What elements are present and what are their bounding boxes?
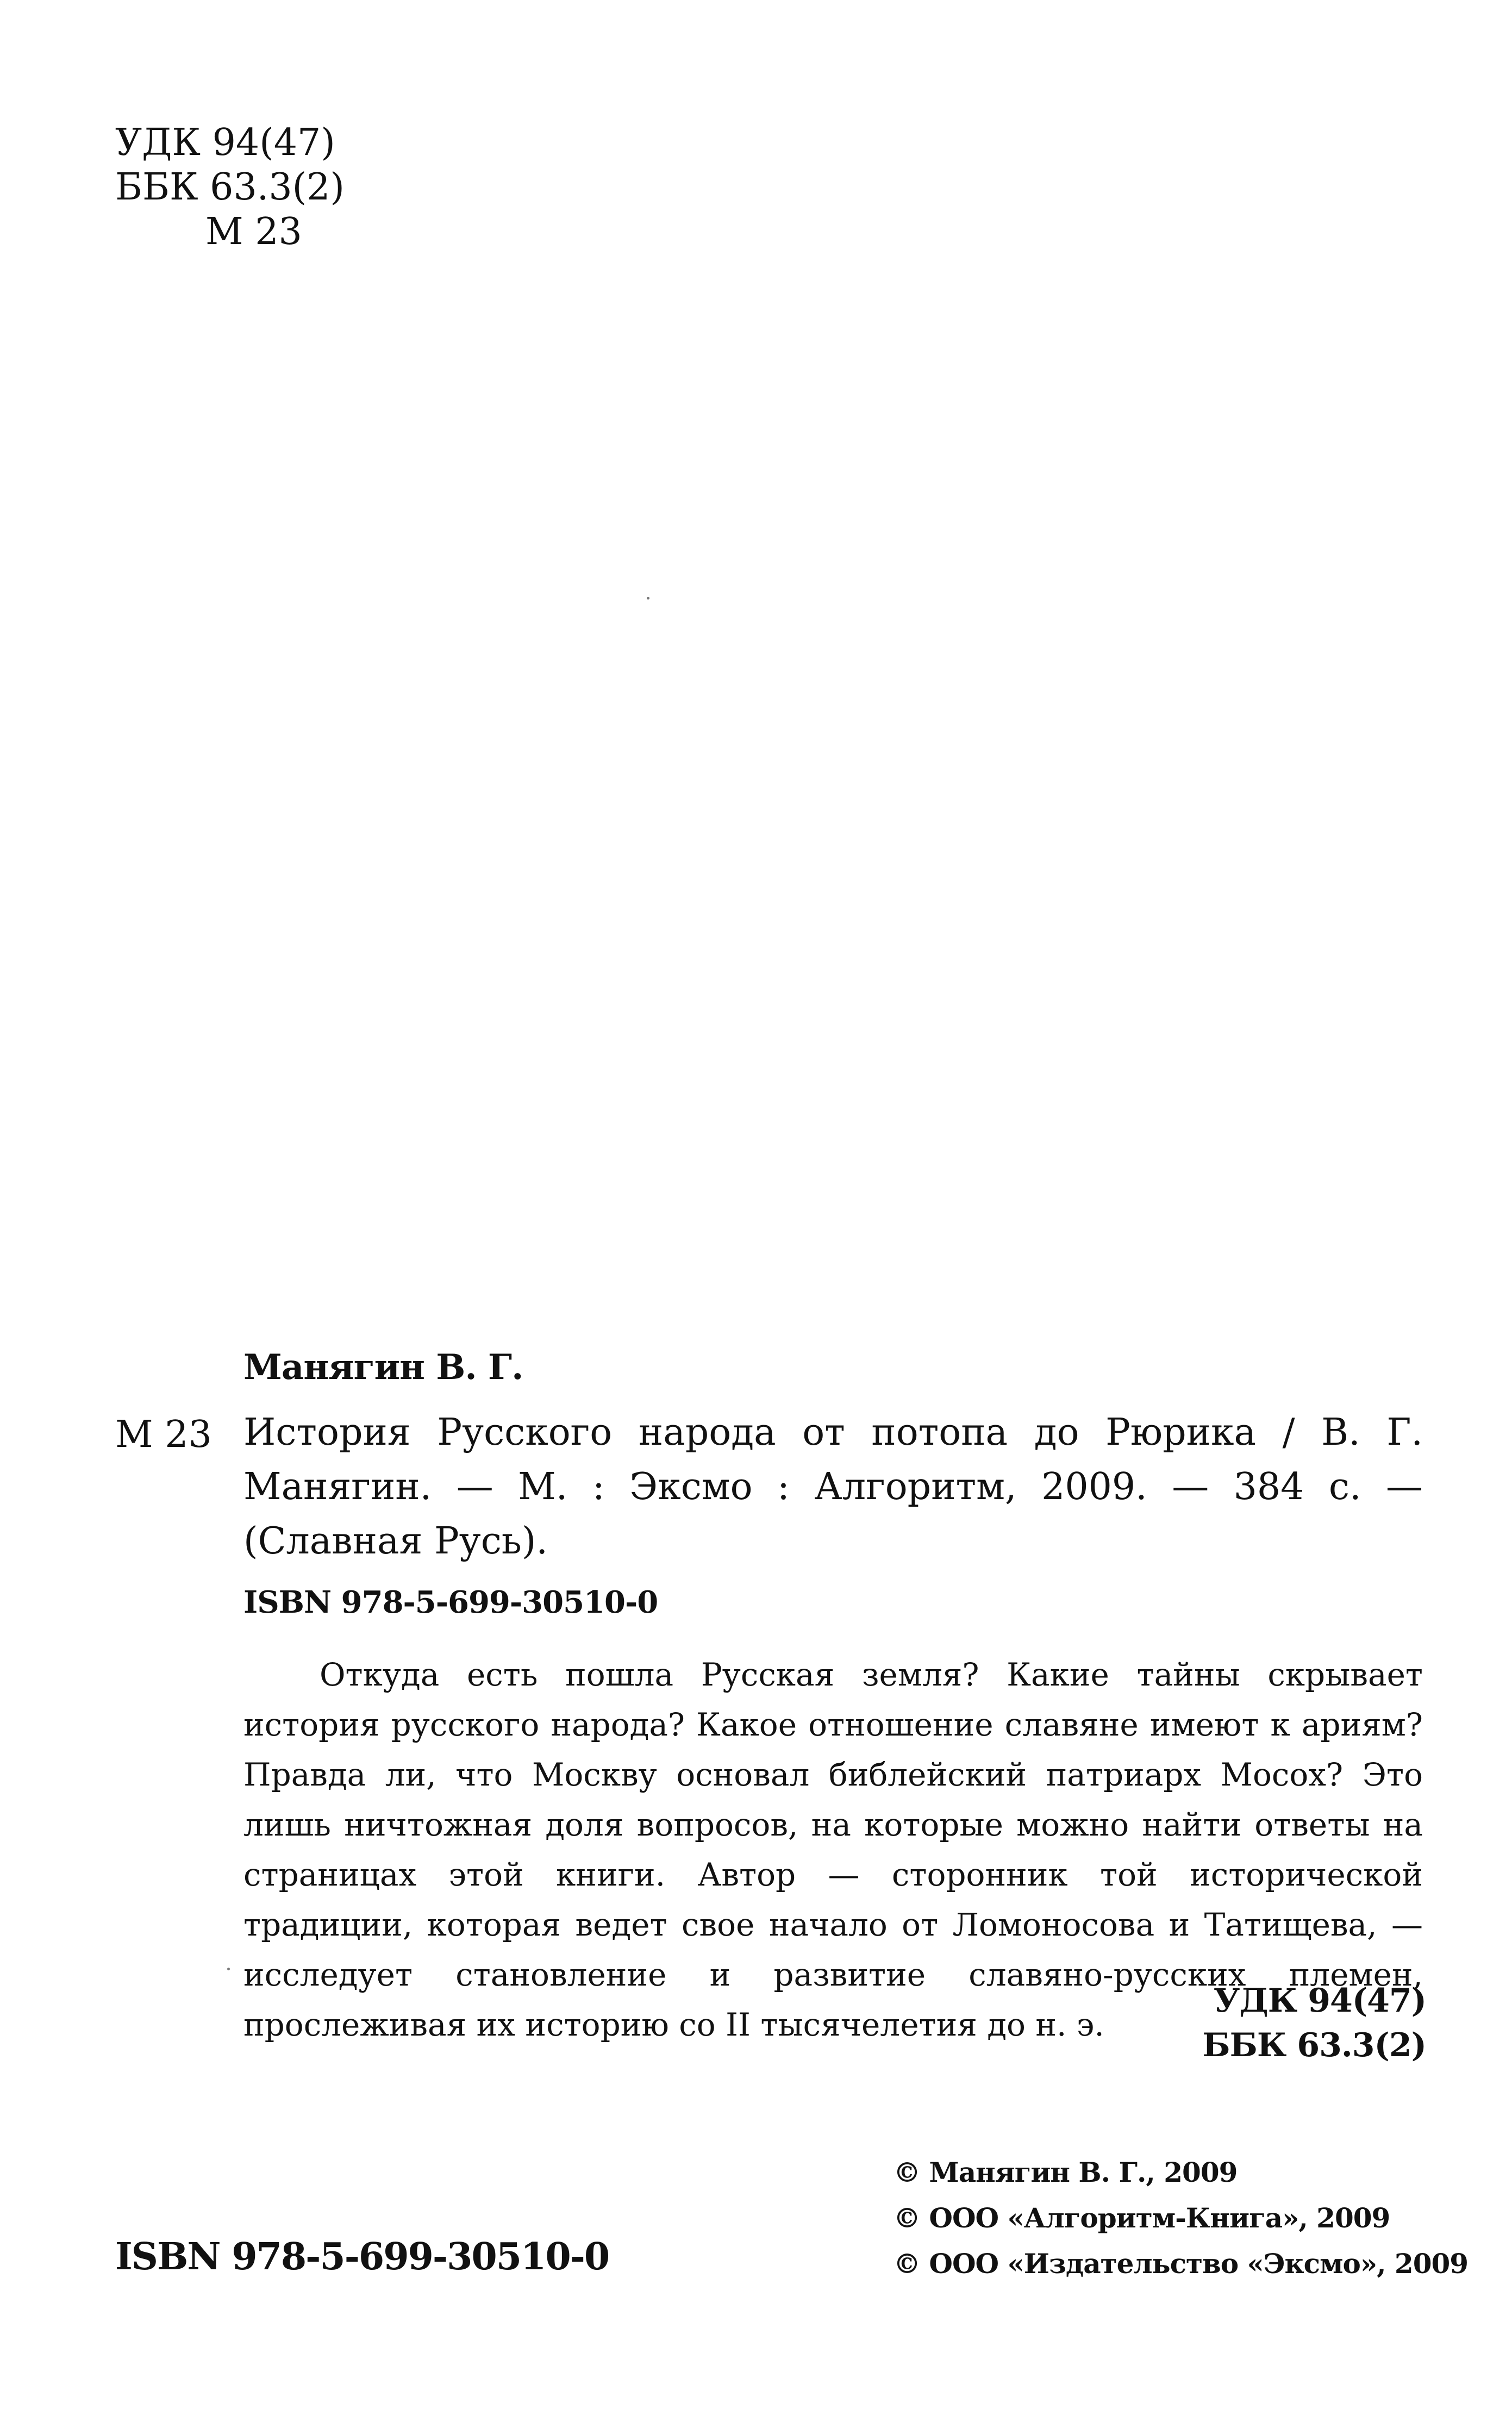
bbk-code-top: ББК 63.3(2): [115, 166, 345, 209]
udk-code-bottom: УДК 94(47): [1213, 1982, 1426, 2020]
udk-code-top: УДК 94(47): [115, 121, 335, 164]
isbn-footer: ISBN 978-5-699-30510-0: [115, 2235, 609, 2279]
annotation: Откуда есть пошла Русская земля? Какие тайны скрывает история русского народа? Какое отношение славяне имеют к ариям? Правда ли, что Москву основал библейский патриарх Мосох? Это лишь ничтожная доля вопросов, на которые можно найти ответы на страницах этой книги. Автор — сторонник той исторической традиции, которая ведет свое начало от Ломоносова и Татищева, — исследует становление и развитие славяно-русских племен, прослеживая их историю со II тысячелетия до н. э.: [243, 1656, 1423, 2043]
copyright-eksmo: © ООО «Издательство «Эксмо», 2009: [894, 2248, 1469, 2280]
copyright-author: © Манягин В. Г., 2009: [894, 2156, 1238, 2188]
paper-speck: [227, 1968, 230, 1970]
copyright-algoritm: © ООО «Алгоритм-Книга», 2009: [894, 2202, 1390, 2234]
isbn-entry: ISBN 978-5-699-30510-0: [243, 1584, 658, 1620]
copyright-block: [894, 2150, 1468, 2287]
author-mark-top: М 23: [205, 210, 302, 253]
paper-speck: [647, 597, 649, 600]
author-heading: Манягин В. Г.: [243, 1347, 523, 1388]
classification-bottom: [1202, 1978, 1426, 2068]
bbk-code-bottom: ББК 63.3(2): [1202, 2026, 1426, 2064]
bibliographic-description: История Русского народа от потопа до Рюрика / В. Г. Манягин. — М. : Эксмо : Алгоритм, 2009. — 384 с. — (Славная Русь).: [243, 1411, 1423, 1563]
author-mark: М 23: [115, 1413, 212, 1456]
